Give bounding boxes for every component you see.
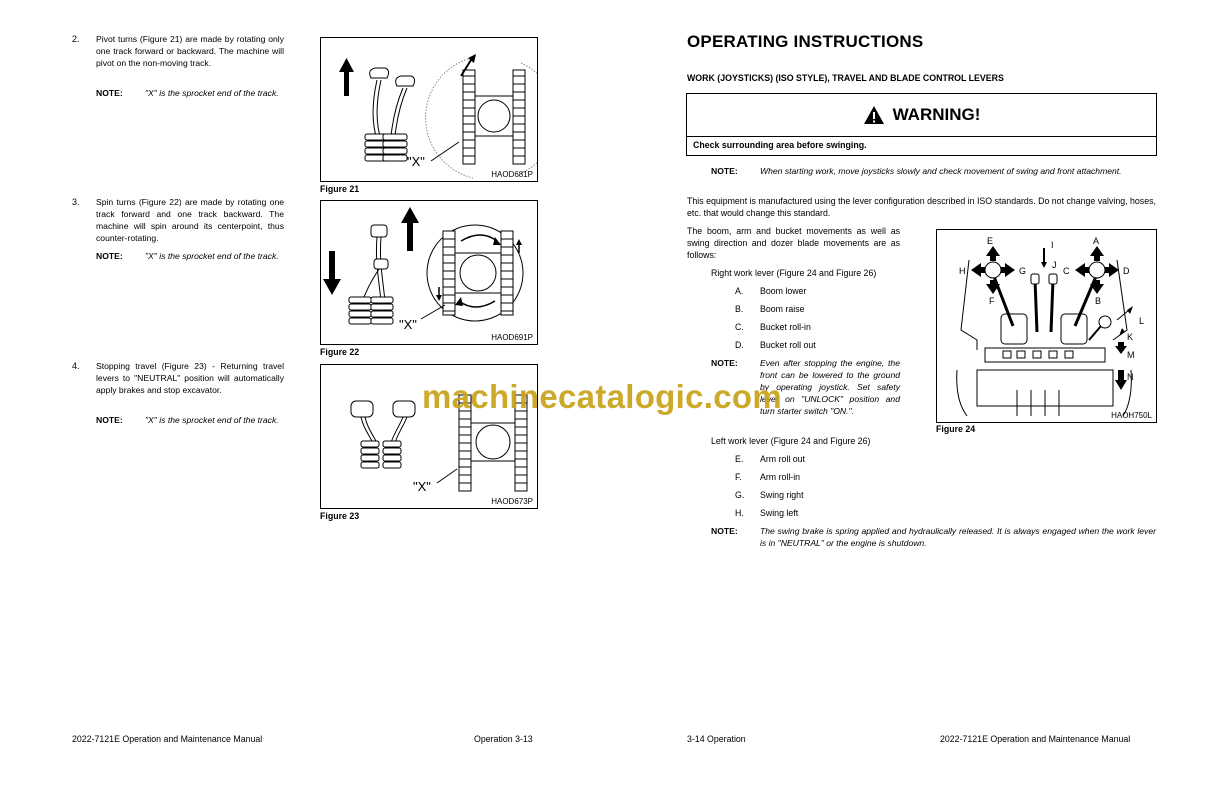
footer-manual-title: 2022-7121E Operation and Maintenance Manual xyxy=(940,734,1131,744)
figure-code: HAOD673P xyxy=(491,497,533,506)
spin-turn-illustration xyxy=(321,201,537,344)
figure-22-image xyxy=(320,200,538,345)
label-d: D xyxy=(1123,266,1130,276)
list-item: Boom lower xyxy=(760,286,807,296)
right-lever-heading: Right work lever (Figure 24 and Figure 26) xyxy=(711,268,877,278)
warning-box xyxy=(686,93,1157,156)
label-h: H xyxy=(959,266,966,276)
figure-24-image xyxy=(936,229,1157,423)
footer-page-number: Operation 3-13 xyxy=(474,734,533,744)
list-letter: A. xyxy=(735,286,744,296)
label-e: E xyxy=(987,236,994,246)
list-letter: D. xyxy=(735,340,744,350)
note-text: The swing brake is spring applied and hydraulically released. It is always engaged when the work lever is in "NEUTRAL" or the engine is shutdown. xyxy=(760,526,1156,548)
item-text: Spin turns (Figure 22) are made by rotating one track forward and one track backward. The machine will spin around its centerpoint, thus counter-rotating. xyxy=(96,197,284,243)
list-item: Swing left xyxy=(760,508,799,518)
item-number: 4. xyxy=(72,361,80,371)
left-lever-heading: Left work lever (Figure 24 and Figure 26) xyxy=(711,436,871,446)
item-number: 2. xyxy=(72,34,80,44)
note-label: NOTE: xyxy=(711,526,738,536)
label-n: N xyxy=(1127,372,1134,382)
figure-21-image xyxy=(320,37,538,182)
section-subtitle: WORK (JOYSTICKS) (ISO STYLE), TRAVEL AND BLADE CONTROL LEVERS xyxy=(687,73,1004,83)
item-text: Stopping travel (Figure 23) - Returning travel levers to "NEUTRAL" position will automatically apply brakes and stop excavator. xyxy=(96,361,284,395)
list-letter: G. xyxy=(735,490,745,500)
figure-caption: Figure 22 xyxy=(320,347,360,357)
list-item: Boom raise xyxy=(760,304,805,314)
figure-code: HAOD681P xyxy=(491,170,533,179)
label-c: C xyxy=(1063,266,1070,276)
list-item: Swing right xyxy=(760,490,804,500)
label-b: B xyxy=(1095,296,1102,306)
note-label: NOTE: xyxy=(96,251,123,261)
watermark-text: machinecatalogic.com xyxy=(422,378,782,415)
note-label: NOTE: xyxy=(96,88,123,98)
note-label: NOTE: xyxy=(711,358,738,368)
warning-header xyxy=(687,94,1156,136)
label-a: A xyxy=(1093,236,1100,246)
label-k: K xyxy=(1127,332,1134,342)
item-number: 3. xyxy=(72,197,80,207)
sprocket-x-label: "X" xyxy=(399,317,417,332)
sprocket-x-label: "X" xyxy=(413,479,431,494)
figure-caption: Figure 21 xyxy=(320,184,360,194)
note-text: "X" is the sprocket end of the track. xyxy=(145,88,279,98)
note-label: NOTE: xyxy=(96,415,123,425)
note-label: NOTE: xyxy=(711,166,738,176)
note-text: Even after stopping the engine, the front can be lowered to the ground by operating joystick. Set safety lever on "UNLOCK" position and turn starter switch "ON.". xyxy=(760,358,900,416)
list-letter: F. xyxy=(735,472,742,482)
paragraph-iso: This equipment is manufactured using the lever configuration described in ISO standards. Do not change valving, hoses, etc. that would change this standard. xyxy=(687,196,1156,218)
label-g: G xyxy=(1019,266,1027,276)
warning-triangle-icon xyxy=(863,105,885,125)
label-f: F xyxy=(989,296,995,306)
list-item: Arm roll out xyxy=(760,454,805,464)
sprocket-x-label: "X" xyxy=(407,154,425,169)
list-item: Bucket roll out xyxy=(760,340,816,350)
list-item: Bucket roll-in xyxy=(760,322,811,332)
pivot-turn-illustration xyxy=(321,38,537,181)
warning-text: Check surrounding area before swinging. xyxy=(693,140,867,150)
list-letter: C. xyxy=(735,322,744,332)
note-text: "X" is the sprocket end of the track. xyxy=(145,251,279,261)
label-j: J xyxy=(1052,260,1057,270)
warning-heading: WARNING! xyxy=(892,105,981,124)
label-l: L xyxy=(1139,316,1145,326)
list-letter: E. xyxy=(735,454,744,464)
note-text: When starting work, move joysticks slowly and check movement of swing and front attachment. xyxy=(760,166,1122,176)
list-letter: B. xyxy=(735,304,744,314)
item-text: Pivot turns (Figure 21) are made by rotating only one track forward or backward. The machine will pivot on the non-moving track. xyxy=(96,34,284,68)
footer-page-number: 3-14 Operation xyxy=(687,734,746,744)
label-i: I xyxy=(1051,240,1054,250)
figure-code: HAOD691P xyxy=(491,333,533,342)
list-item: Arm roll-in xyxy=(760,472,801,482)
joystick-controls-illustration xyxy=(937,230,1156,422)
label-m: M xyxy=(1127,350,1135,360)
figure-code: HAOH750L xyxy=(1111,411,1152,420)
paragraph-movements: The boom, arm and bucket movements as well as swing direction and dozer blade movements are as follows: xyxy=(687,226,900,260)
page-title: OPERATING INSTRUCTIONS xyxy=(687,32,924,51)
figure-caption: Figure 23 xyxy=(320,511,360,521)
footer-manual-title: 2022-7121E Operation and Maintenance Manual xyxy=(72,734,263,744)
figure-caption: Figure 24 xyxy=(936,424,976,434)
list-letter: H. xyxy=(735,508,744,518)
note-text: "X" is the sprocket end of the track. xyxy=(145,415,279,425)
